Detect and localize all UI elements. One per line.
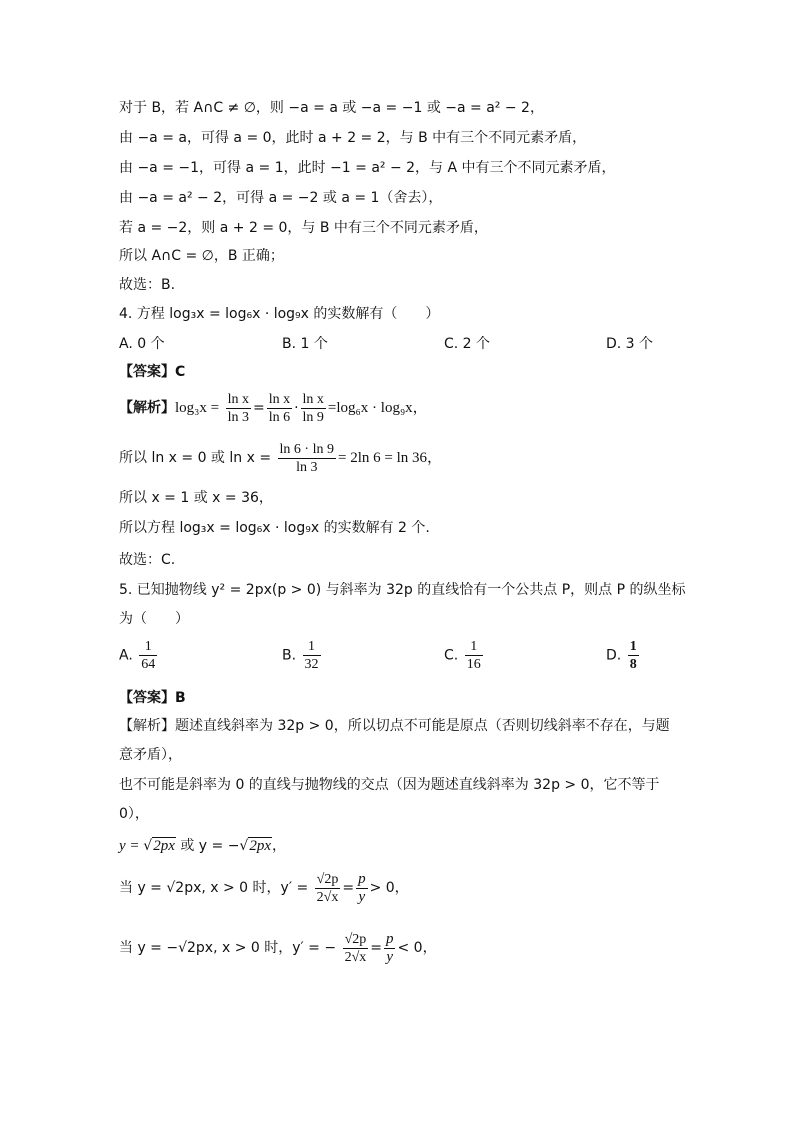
q4-option-a: A. 0 个 [119,336,165,352]
line-case-b-2: 由 −a = −1，可得 a = 1，此时 −1 = a² − 2，与 A 中有三个不同元素矛盾， [119,160,616,176]
solution-label: 【解析】 [119,400,175,416]
fraction [343,931,369,966]
s4b-tail: = 2ln 6 = ln 36， [337,450,442,466]
s5f-tail: > 0， [369,880,409,896]
question-5-line-2: 为（ ） [119,611,189,627]
fraction [628,638,639,673]
numerator: √2p [344,931,367,947]
s5f-prefix: 当 y = √2px, x > 0 时，y′ = [119,880,309,896]
q5-option-a [119,638,159,673]
denominator: y [358,888,366,905]
q5-solution-line-1: 【解析】题述直线斜率为 32p > 0，所以切点不可能是原点（否则切线斜率不存在，与题 [119,718,670,734]
s5g-prefix: 当 y = −√2px, x > 0 时，y′ = − [119,940,337,956]
fraction [226,391,251,426]
option-label: C. [444,647,459,664]
numerator: ln x [227,391,249,407]
denominator: ln 6 [268,409,291,425]
denominator: ln 3 [227,409,249,425]
expr-a: y = [119,838,144,854]
denominator: 16 [466,657,481,672]
line-case-b-conclusion: 所以 A∩C = ∅，B 正确； [119,248,284,264]
numerator: √2p [316,871,339,887]
numerator: ln x [268,391,291,407]
question-5-line-1: 5. 已知抛物线 y² = 2px(p > 0) 与斜率为 32p 的直线恰有一个公共点 P，则点 P 的纵坐标 [119,582,686,598]
denominator: ln 9 [302,409,324,425]
denominator: 32 [304,657,319,672]
q4-answer: 【答案】C [119,364,186,380]
q4-solution-line-3: 所以 x = 1 或 x = 36， [119,490,273,506]
denominator: ln 3 [296,459,318,475]
q5-option-d [606,638,641,673]
numerator: ln x [302,391,324,407]
denominator: 2√x [316,889,339,905]
numerator: p [385,930,394,947]
line-case-b-4: 若 a = −2，则 a + 2 = 0，与 B 中有三个不同元素矛盾， [119,220,488,236]
q4-option-d: D. 3 个 [606,336,654,352]
numerator: 1 [465,638,483,656]
denominator: 2√x [344,949,367,965]
line-choose-b: 故选：B. [119,277,176,293]
fraction [303,638,321,673]
q4-solution-line-2 [119,440,442,476]
numerator: 1 [139,638,157,656]
q5-solution-line-7: 当 y = −√2px, x > 0 时，y′ = − $\frac{√2p}{2√x}$ = $\frac{p}{y}$ < 0， [119,930,437,965]
fraction [301,391,326,426]
q5-solution-line-3: 也不可能是斜率为 0 的直线与抛物线的交点（因为题述直线斜率为 32p > 0，它不等于 [119,777,660,793]
denominator: 8 [629,657,637,672]
numerator: p [358,870,366,887]
denominator: y [386,948,394,965]
sol4-log: log₃x = [175,400,220,416]
q5-solution-line-4: 0）， [119,806,149,822]
option-label: A. [119,647,133,664]
sqrt-expr: 2px [153,838,175,854]
q5-answer: 【答案】B [119,690,186,706]
option-label: D. [606,647,622,664]
denominator: 64 [141,657,156,672]
fraction [278,441,336,476]
fraction [139,638,157,673]
q4-option-c: C. 2 个 [444,336,491,352]
numerator: ln 6 · ln 9 [279,441,334,457]
q4-solution-line-4: 所以方程 log₃x = log₆x · log₉x 的实数解有 2 个. [119,520,430,536]
numerator: 1 [303,638,321,656]
sol4-tail: =log₆x · log₉x， [327,400,428,416]
line-case-b-3: 由 −a = a² − 2，可得 a = −2 或 a = 1（舍去）， [119,190,443,206]
q4-choose-c: 故选：C. [119,552,176,568]
numerator: 1 [629,639,637,654]
fraction [315,871,341,906]
fraction [384,931,396,966]
expr-c: 或 y = − [175,838,240,854]
line-case-b: 对于 B，若 A∩C ≠ ∅，则 −a = a 或 −a = −1 或 −a = a² − 2， [119,100,544,116]
q4-solution-line-1: 【解析】log₃x = $\frac{\text{ln x}}{\ln 3}$ = $\frac{\text{ln x}}{\ln 6}$ · $\frac{\text{ln x}}{\ln 9}$ =log₆x · log₉x， [119,391,428,425]
q5-solution-line-5: y = √2px 或 y = −√2px， [119,838,287,854]
s5g-tail: < 0， [397,940,437,956]
option-label: B. [282,647,297,664]
fraction [465,638,483,673]
q5-solution-line-2: 意矛盾）， [119,747,182,763]
fraction [356,871,368,906]
q5-solution-line-6: 当 y = √2px, x > 0 时，y′ = $\frac{√2p}{2√x}$ = $\frac{p}{y}$ > 0， [119,870,409,905]
s4b-prefix: 所以 ln x = 0 或 ln x = [119,450,272,466]
question-4: 4. 方程 log₃x = log₆x · log₉x 的实数解有（ ） [119,306,440,322]
line-case-b-1: 由 −a = a，可得 a = 0，此时 a + 2 = 2，与 B 中有三个不同元素矛盾， [119,130,587,146]
q5-option-c [444,638,485,673]
q4-option-b: B. 1 个 [282,336,328,352]
sqrt-expr: 2px [249,838,272,854]
q5-option-b [282,638,323,673]
fraction [267,391,292,426]
expr-e: ， [272,838,287,854]
